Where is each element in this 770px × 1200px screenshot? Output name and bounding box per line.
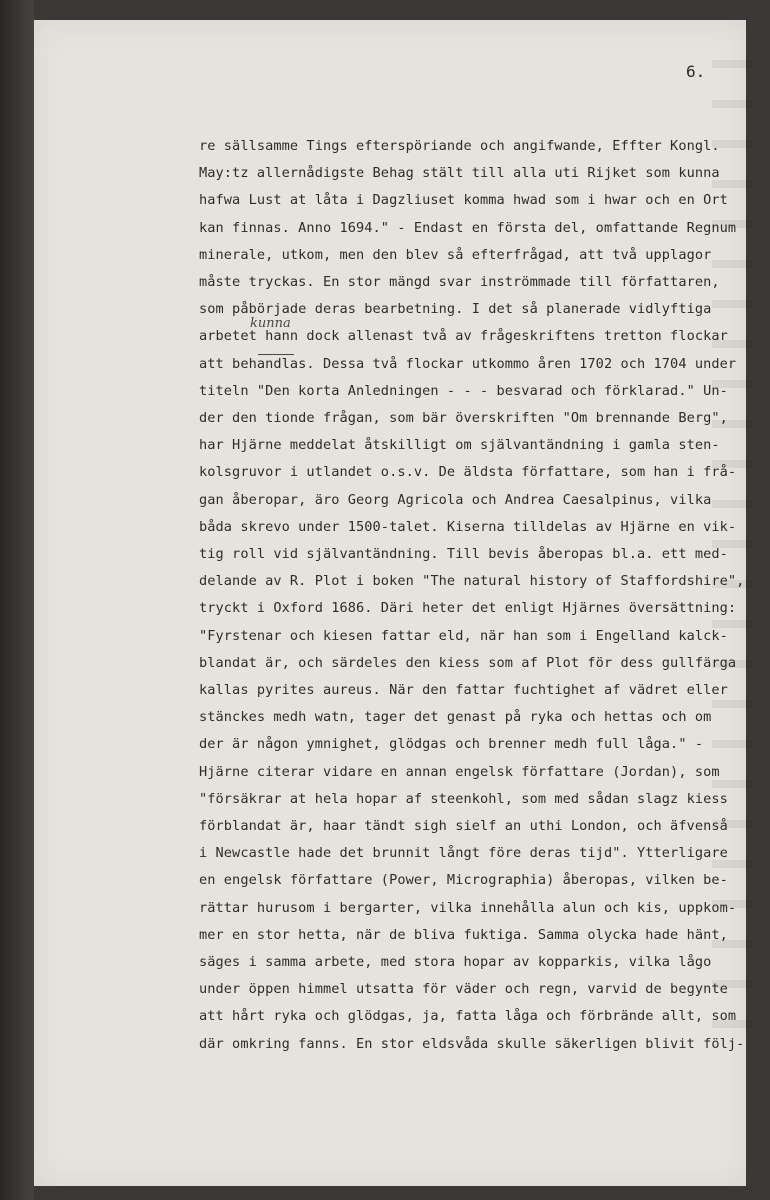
text-line: delande av R. Plot i boken "The natural history of Staffordshire", — [199, 573, 745, 590]
text-line: tig roll vid självantändning. Till bevis åberopas bl.a. ett med- — [199, 546, 728, 562]
text-line: minerale, utkom, men den blev så efterfrågad, att två upplagor — [199, 246, 712, 263]
text-line: att behandlas. Dessa två flockar utkommo åren 1702 och 1704 under — [199, 355, 737, 372]
text-line: stänckes medh watn, tager det genast på ryka och hettas och om — [199, 709, 712, 726]
text-line: titeln "Den korta Anledningen - - - besvarad och förklarad." Un- — [199, 382, 728, 399]
text-line: gan åberopar, äro Georg Agricola och Andrea Caesalpinus, vilka — [199, 491, 712, 508]
text-line: Hjärne citerar vidare en annan engelsk författare (Jordan), som — [199, 763, 720, 780]
text-line: som påbörjade deras bearbetning. I det så planerade vidlyftiga — [199, 301, 712, 318]
text-line: kan finnas. Anno 1694." - Endast en första del, omfattande Regnum — [199, 219, 737, 236]
text-line: under öppen himmel utsatta för väder och regn, varvid de begynte — [199, 981, 728, 998]
scan-shadow — [0, 0, 34, 1200]
text-line: att hårt ryka och glödgas, ja, fatta låga och förbrände allt, som — [199, 1008, 737, 1025]
text-line: hafwa Lust at låta i Dagzliuset komma hwad som i hwar och en Ort — [199, 192, 728, 209]
text-line: en engelsk författare (Power, Micrographia) åberopas, vilken be- — [199, 872, 728, 889]
text-line: arbetet hann dock allenast två av frågeskriftens tretton flockar — [199, 328, 728, 345]
text-line: kallas pyrites aureus. När den fattar fuchtighet af vädret eller — [199, 682, 728, 698]
text-line: båda skrevo under 1500-talet. Kiserna tilldelas av Hjärne en vik- — [199, 518, 737, 535]
text-line: re sällsamme Tings efterspöriande och angifwande, Effter Kongl. — [199, 138, 720, 154]
text-line: säges i samma arbete, med stora hopar av kopparkis, vilka lågo — [199, 954, 712, 970]
handwritten-annotation: kunna — [250, 316, 291, 331]
text-line: der är någon ymnighet, glödgas och brenner medh full låga." - — [199, 736, 704, 753]
document-page — [34, 20, 746, 1186]
text-line: May:tz allernådigste Behag stält till alla uti Rijket som kunna — [199, 165, 720, 182]
text-line: måste tryckas. En stor mängd svar inströmmade till författaren, — [199, 274, 720, 290]
text-line: mer en stor hetta, när de bliva fuktiga. Samma olycka hade hänt, — [199, 926, 728, 943]
text-line: har Hjärne meddelat åtskilligt om självantändning i gamla sten- — [199, 437, 720, 454]
text-line: "Fyrstenar och kiesen fattar eld, när han som i Engelland kalck- — [199, 627, 728, 644]
text-line: kolsgruvor i utlandet o.s.v. De äldsta författare, som han i frå- — [199, 464, 737, 481]
text-line: blandat är, och särdeles den kiess som af Plot för dess gullfärga — [199, 654, 737, 671]
text-line: där omkring fanns. En stor eldsvåda skulle säkerligen blivit följ- — [199, 1035, 745, 1052]
text-line: rättar hurusom i bergarter, vilka innehålla alun och kis, uppkom- — [199, 899, 737, 916]
text-line: "försäkrar at hela hopar af steenkohl, som med sådan slagz kiess — [199, 790, 728, 807]
text-line: förblandat är, haar tändt sigh sielf an uthi London, och äfvenså — [199, 818, 728, 834]
text-line: der den tionde frågan, som bär överskriften "Om brennande Berg", — [199, 410, 728, 426]
text-line: tryckt i Oxford 1686. Däri heter det enligt Hjärnes översättning: — [199, 600, 737, 617]
text-line: i Newcastle hade det brunnit långt före deras tijd". Ytterligare — [199, 845, 728, 862]
page-number: 6. — [686, 62, 706, 81]
